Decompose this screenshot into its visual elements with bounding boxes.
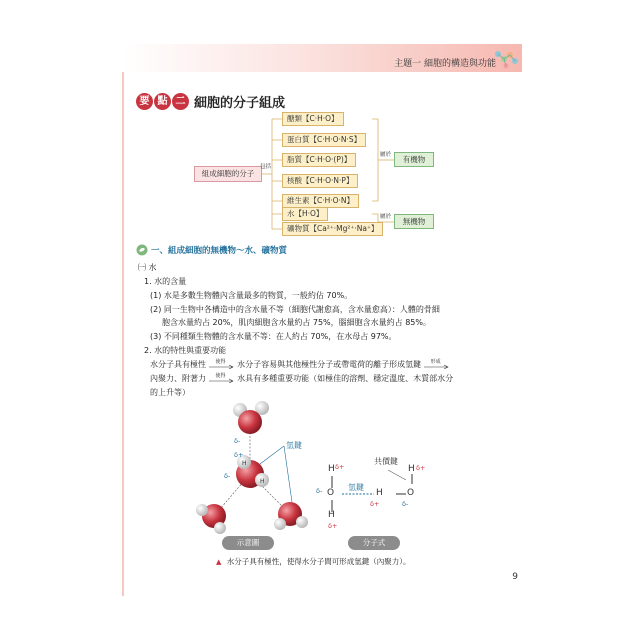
formula-o-right: O bbox=[407, 488, 415, 498]
formula-delta-minus-2: δ- bbox=[402, 500, 409, 508]
tree-item-water: 水【H‧O】 bbox=[282, 207, 328, 221]
formula-delta-minus-1: δ- bbox=[316, 487, 323, 495]
textbook-page bbox=[122, 44, 522, 596]
formula-h-bottom-left: H bbox=[328, 510, 335, 520]
include-label: 包括 bbox=[260, 164, 272, 170]
arrow-uses-1-label: 使得 bbox=[215, 358, 226, 365]
heading-char-3: 二 bbox=[172, 93, 189, 110]
structural-formula bbox=[122, 44, 522, 596]
section-title: 細胞的分子組成 bbox=[194, 95, 286, 111]
organic-box: 有機物 bbox=[394, 152, 434, 167]
item-2-l2a: 內聚力、附著力 bbox=[150, 374, 206, 383]
belongs-label-organic: 屬於 bbox=[380, 152, 392, 158]
inorganic-box: 無機物 bbox=[394, 214, 434, 229]
item-1-2a: (2) 同一生物中各構造中的含水量不等（細胞代謝愈高，含水量愈高）：人體的骨細 bbox=[150, 305, 440, 314]
tree-item-protein: 蛋白質【C‧H‧O‧N‧S】 bbox=[282, 133, 366, 147]
arrow-uses-2-label: 使得 bbox=[215, 372, 226, 379]
page-number: 9 bbox=[512, 572, 518, 582]
hbond-label-left: 氫鍵 bbox=[286, 441, 302, 450]
item-2-l1b: 水分子容易與其他極性分子或帶電荷的離子形成氫鍵 bbox=[237, 360, 422, 369]
formula-delta-plus-4: δ+ bbox=[416, 464, 426, 472]
formula-delta-plus-3: δ+ bbox=[370, 500, 380, 508]
hbond-label-right: 氫鍵 bbox=[348, 483, 364, 492]
item-1-1: (1) 水是多數生物體內含量最多的物質，一般約佔 70%。 bbox=[150, 291, 353, 300]
item-water-heading: ㈠ 水 bbox=[138, 263, 157, 272]
tree-item-carbohydrate: 醣類【C‧H‧O】 bbox=[282, 112, 344, 126]
covalent-bond-label: 共價鍵 bbox=[374, 457, 398, 466]
delta-minus-label-2: δ- bbox=[224, 472, 231, 480]
delta-minus-label-1: δ- bbox=[234, 437, 241, 445]
figure-caption bbox=[216, 556, 411, 567]
delta-plus-label-1: δ+ bbox=[234, 451, 244, 459]
tree-item-vitamin: 維生素【C‧H‧O‧N】 bbox=[282, 194, 359, 208]
chapter-title: 主題一 細胞的構造與功能 bbox=[394, 59, 496, 69]
item-2-l2b: 水具有多種重要功能（如極佳的溶劑、穩定溫度、木質部水分 bbox=[237, 374, 454, 383]
item-2-l1a: 水分子具有極性 bbox=[150, 360, 206, 369]
tree-item-nucleic-acid: 核酸【C‧H‧O‧N‧P】 bbox=[282, 174, 358, 188]
formula-delta-plus-2: δ+ bbox=[328, 522, 338, 530]
figure-pill-formula: 分子式 bbox=[348, 536, 400, 550]
tree-item-mineral: 礦物質【Ca²⁺‧Mg²⁺‧Na⁺】 bbox=[282, 222, 383, 236]
caption-text: 水分子具有極性，使得水分子間可形成氫鍵（內聚力）。 bbox=[226, 557, 411, 566]
formula-o-left: O bbox=[327, 488, 335, 498]
item-1-3: (3) 不同種類生物體的含水量不等：在人約占 70%，在水母占 97%。 bbox=[150, 332, 397, 341]
formula-h-top-right: H bbox=[408, 464, 415, 474]
heading-char-1: 要 bbox=[136, 93, 153, 110]
sub-heading-text: 一、組成細胞的無機物～水、礦物質 bbox=[151, 246, 288, 256]
item-2-line-3: 的上升等） bbox=[150, 388, 190, 397]
formula-h-top-left: H bbox=[328, 464, 335, 474]
formula-h-middle: H bbox=[376, 488, 383, 498]
item-2: 2. 水的特性與重要功能 bbox=[144, 346, 227, 355]
atom-h-label-2: H bbox=[260, 478, 265, 485]
figure-pill-diagram: 示意圖 bbox=[222, 536, 274, 550]
tree-item-lipid: 脂質【C‧H‧O‧(P)】 bbox=[282, 153, 356, 167]
atom-h-label-1: H bbox=[242, 460, 247, 467]
item-1-2b: 胞含水量約占 20%，肌肉細胞含水量約占 75%，腦細胞含水量約占 85%。 bbox=[162, 318, 431, 327]
tree-root-box: 組成細胞的分子 bbox=[194, 166, 262, 182]
belongs-label-inorganic: 屬於 bbox=[380, 214, 392, 220]
arrow-forms-label: 形成 bbox=[430, 358, 441, 365]
item-1: 1. 水的含量 bbox=[144, 277, 187, 286]
formula-delta-plus-1: δ+ bbox=[335, 463, 345, 471]
caption-triangle-icon: ▲ bbox=[216, 558, 222, 566]
heading-char-2: 點 bbox=[154, 93, 171, 110]
